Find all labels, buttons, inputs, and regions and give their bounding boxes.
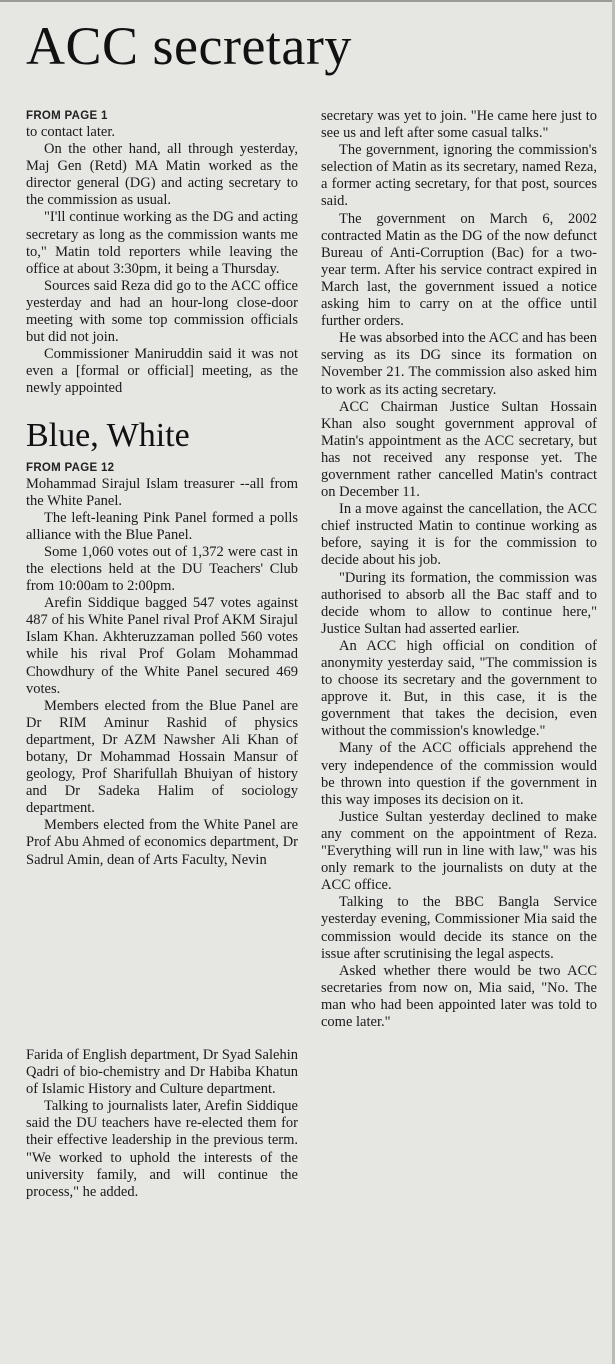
paragraph: Arefin Siddique bagged 547 votes against 487 of his White Panel rival Prof AKM Sirajul Islam Khan. Akhteruzzaman polled 560 votes while his rival Prof Golam Mohammad Chowdhury of the White Panel secured 469 votes. — [26, 595, 298, 697]
paragraph: Asked whether there would be two ACC secretaries from now on, Mia said, "No. The man who had been appointed later was told to come later." — [321, 962, 597, 1030]
paragraph: "During its formation, the commission was authorised to absorb all the Bac staff and to decide whom to allow to continue here," Justice Sultan had asserted earlier. — [321, 569, 597, 637]
top-rule — [0, 0, 615, 2]
jump-line-page-1: FROM PAGE 1 — [26, 110, 108, 122]
paragraph: "I'll continue working as the DG and acting secretary as long as the commission wants me to," Matin told reporters while leaving the office at about 3:30pm, it being a Thursday. — [26, 209, 298, 277]
paragraph: Talking to journalists later, Arefin Siddique said the DU teachers have re-elected them for their effective leadership in the previous term. "We worked to uphold the interests of the university family, and will continue the process," he added. — [26, 1098, 298, 1200]
paragraph: Farida of English department, Dr Syad Salehin Qadri of bio-chemistry and Dr Habiba Khatun of Islamic History and Culture department. — [26, 1047, 298, 1098]
paragraph: In a move against the cancellation, the ACC chief instructed Matin to continue working as before, saying it is for the commission to decide about his job. — [321, 501, 597, 569]
left-column-lower — [26, 1047, 298, 1201]
paragraph: The left-leaning Pink Panel formed a polls alliance with the Blue Panel. — [26, 509, 298, 543]
paragraph: Members elected from the White Panel are Prof Abu Ahmed of economics department, Dr Sadrul Amin, dean of Arts Faculty, Nevin — [26, 817, 298, 868]
paragraph: to contact later. — [26, 124, 115, 140]
paragraph: The government, ignoring the commission's selection of Matin as its secretary, named Reza, a former acting secretary, for that post, sources said. — [321, 142, 597, 210]
left-column — [26, 108, 298, 869]
paragraph: Sources said Reza did go to the ACC office yesterday and had an hour-long close-door meeting with some top commission officials but did not join. — [26, 277, 298, 346]
headline-blue-white: Blue, White — [26, 416, 190, 454]
paragraph: secretary was yet to join. "He came here just to see us and left after some casual talks." — [321, 108, 597, 142]
paragraph: Commissioner Maniruddin said it was not even a [formal or official] meeting, as the newly appointed — [26, 346, 298, 397]
paragraph: Some 1,060 votes out of 1,372 were cast in the elections held at the DU Teachers' Club from 10:00am to 2:00pm. — [26, 543, 298, 595]
paragraph: Talking to the BBC Bangla Service yesterday evening, Commissioner Mia said the commission would decide its stance on the issue after scrutinising the legal aspects. — [321, 894, 597, 962]
paragraph: The government on March 6, 2002 contracted Matin as the DG of the now defunct Bureau of Anti-Corruption (Bac) for a two-year term. After his service contract expired in March last, the government issued a notice asking him to carry on at the office until further orders. — [321, 210, 597, 330]
paragraph: He was absorbed into the ACC and has been serving as its DG since its formation on November 21. The commission also asked him to work as its acting secretary. — [321, 330, 597, 398]
paragraph: Many of the ACC officials apprehend the very independence of the commission would be thrown into question if the government in this way imposes its decision on it. — [321, 740, 597, 808]
paragraph: An ACC high official on condition of anonymity yesterday said, "The commission is to choose its secretary and the government to approve it. But, in this case, it is the government that takes the decision, even without the commission's knowledge." — [321, 637, 597, 740]
paragraph: On the other hand, all through yesterday, Maj Gen (Retd) MA Matin worked as the director general (DG) and acting secretary to the commission as usual. — [26, 141, 298, 209]
headline-acc-secretary: ACC secretary — [26, 16, 352, 76]
jump-line-page-12: FROM PAGE 12 — [26, 461, 115, 474]
paragraph: ACC Chairman Justice Sultan Hossain Khan also sought government approval of Matin's appointment as the ACC secretary, but has not received any response yet. The government rather cancelled Matin's contract on December 11. — [321, 398, 597, 501]
paragraph: Mohammad Sirajul Islam treasurer --all from the White Panel. — [26, 475, 298, 509]
right-column — [321, 108, 597, 1031]
paragraph: Justice Sultan yesterday declined to make any comment on the appointment of Reza. "Everything will run in line with law," was his only remark to the journalists on duty at the ACC office. — [321, 808, 597, 894]
paragraph: Members elected from the Blue Panel are Dr RIM Aminur Rashid of physics department, Dr AZM Nawsher Ali Khan of botany, Dr Mohammad Hossain Mansur of geology, Prof Sharifullah Bhuiyan of history and Dr Sadeka Halim of sociology department. — [26, 697, 298, 817]
